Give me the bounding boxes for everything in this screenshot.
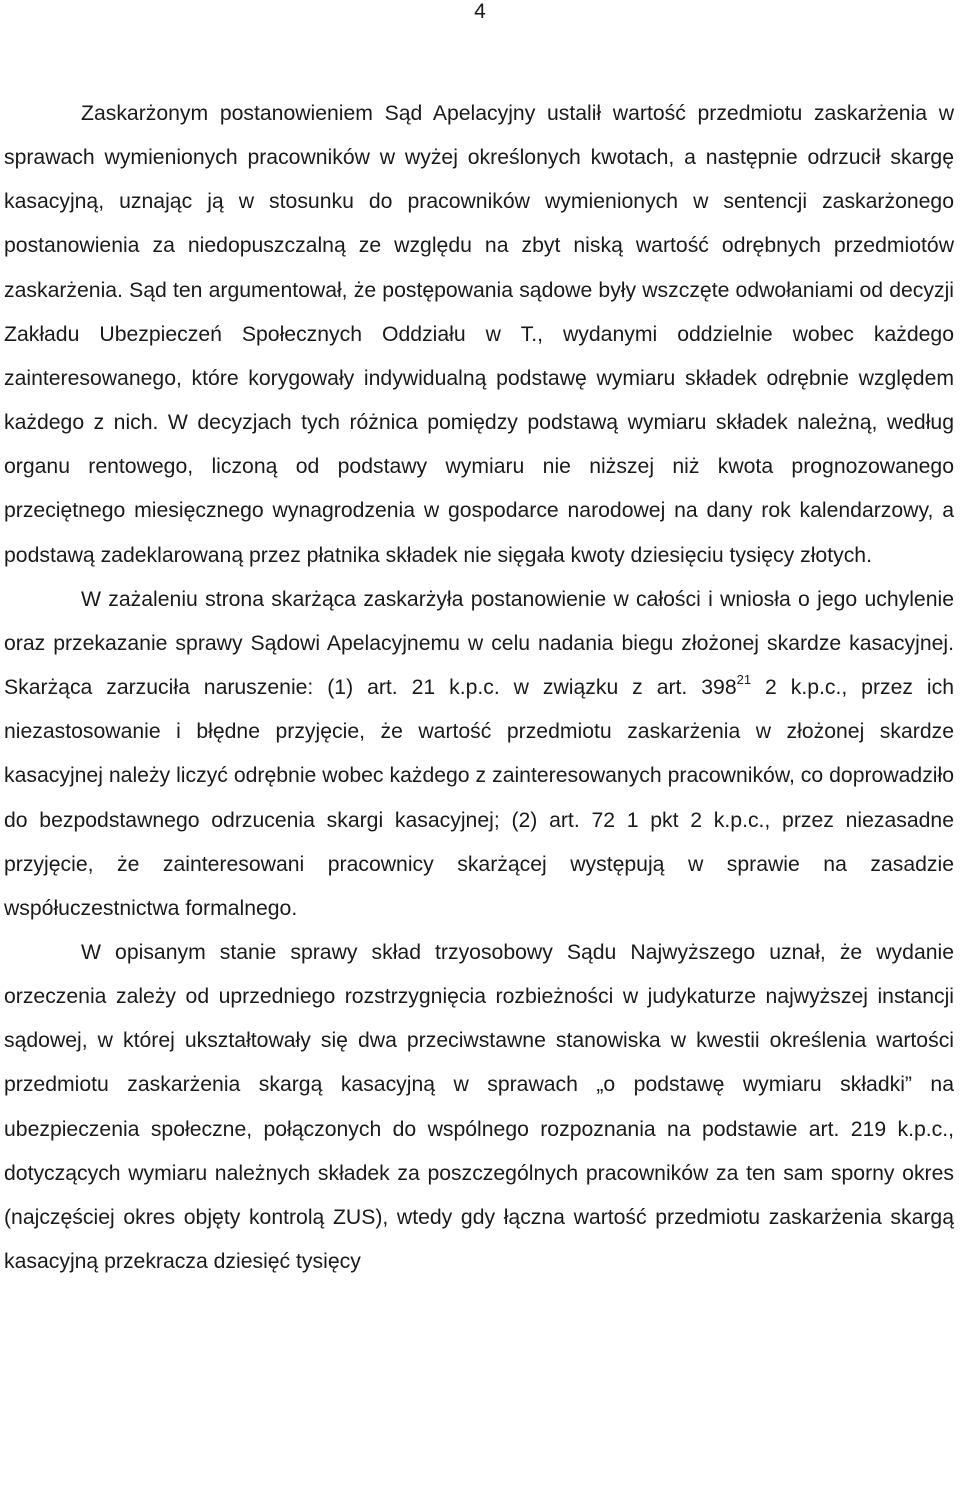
paragraph-1: Zaskarżonym postanowieniem Sąd Apelacyjny ustalił wartość przedmiotu zaskarżenia w sprawach wymienionych pracowników w wyżej określonych kwotach, a następnie odrzucił skargę kasacyjną, uznając ją w stosunku do pracowników wymienionych w sentencji zaskarżonego postanowienia za niedopuszczalną ze względu na zbyt niską wartość odrębnych przedmiotów zaskarżenia. Sąd ten argumentował, że postępowania sądowe były wszczęte odwołaniami od decyzji Zakładu Ubezpieczeń Społecznych Oddziału w T., wydanymi oddzielnie wobec każdego zainteresowanego, które korygowały indywidualną podstawę wymiaru składek odrębnie względem każdego z nich. W decyzjach tych różnica pomiędzy podstawą wymiaru składek należną, według organu rentowego, liczoną od podstawy wymiaru nie niższej niż kwota prognozowanego przeciętnego miesięcznego wynagrodzenia w gospodarce narodowej na dany rok kalendarzowy, a podstawą zadeklarowaną przez płatnika składek nie sięgała kwoty dziesięciu tysięcy złotych. [4, 102, 954, 567]
page-number: 4 [474, 0, 486, 23]
superscript-21: 21 [736, 672, 752, 688]
paragraph-2 [4, 578, 954, 931]
paragraph-3: W opisanym stanie sprawy skład trzyosobowy Sądu Najwyższego uznał, że wydanie orzeczenia zależy od uprzedniego rozstrzygnięcia rozbieżności w judykaturze najwyższej instancji sądowej, w której ukształtowały się dwa przeciwstawne stanowiska w kwestii określenia wartości przedmiotu zaskarżenia skargą kasacyjną w sprawach „o podstawę wymiaru składki” na ubezpieczenia społeczne, połączonych do wspólnego rozpoznania na podstawie art. 219 k.p.c., dotyczących wymiaru należnych składek za poszczególnych pracowników za ten sam sporny okres (najczęściej okres objęty kontrolą ZUS), wtedy gdy łączna wartość przedmiotu zaskarżenia skargą kasacyjną przekracza dziesięć tysięcy [4, 940, 954, 1274]
paragraph-2-text-before: W zażaleniu strona skarżąca zaskarżyła postanowienie w całości i wniosła o jego uchylenie oraz przekazanie sprawy Sądowi Apelacyjnemu w celu nadania biegu złożonej skardze kasacyjnej. Skarżąca zarzuciła naruszenie: (1) art. 21 k.p.c. w związku z art. 398 [4, 587, 954, 700]
document-body [4, 92, 954, 1284]
paragraph-2-text-after: 2 k.p.c., przez ich niezastosowanie i błędne przyjęcie, że wartość przedmiotu zaskarżenia w złożonej skardze kasacyjnej należy liczyć odrębnie wobec każdego z zainteresowanych pracowników, co doprowadziło do bezpodstawnego odrzucenia skargi kasacyjnej; (2) art. 72 1 pkt 2 k.p.c., przez niezasadne przyjęcie, że zainteresowani pracownicy skarżącej występują w sprawie na zasadzie współuczestnictwa formalnego. [4, 676, 954, 920]
